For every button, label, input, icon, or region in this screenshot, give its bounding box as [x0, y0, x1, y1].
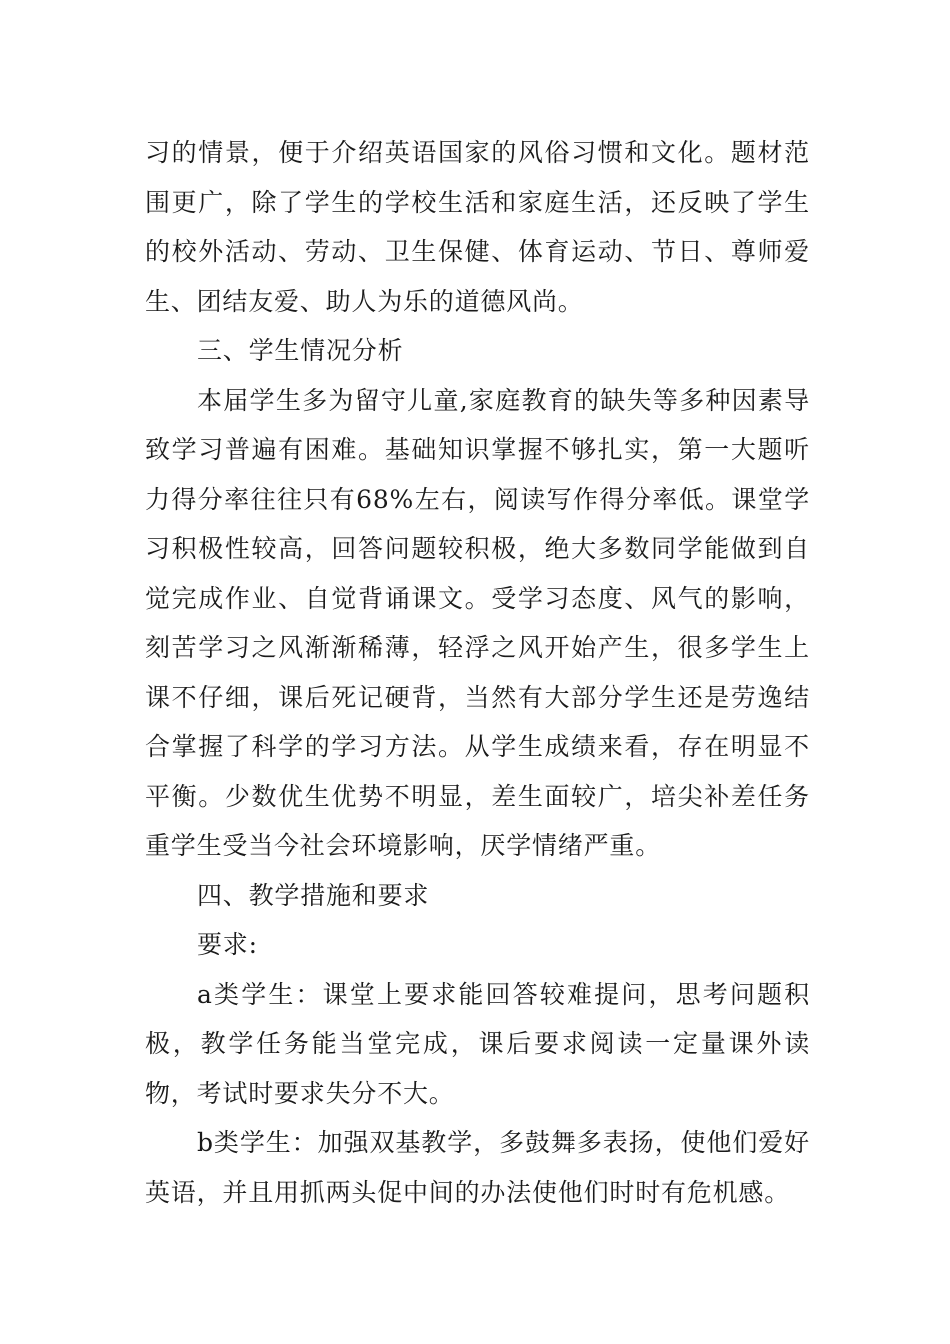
section-heading-student-analysis: 三、学生情况分析: [197, 336, 404, 365]
document-body: [145, 128, 810, 1217]
paragraph-class-b-students: b类学生：加强双基教学，多鼓舞多表扬，使他们爱好英语，并且用抓两头促中间的办法使他们时时有危机感。: [145, 1128, 810, 1207]
paragraph-student-analysis: 本届学生多为留守儿童,家庭教育的缺失等多种因素导致学习普遍有困难。基础知识掌握不够扎实，第一大题听力得分率往往只有68%左右，阅读写作得分率低。课堂学习积极性较高，回答问题较积极，绝大多数同学能做到自觉完成作业、自觉背诵课文。受学习态度、风气的影响，刻苦学习之风渐渐稀薄，轻浮之风开始产生，很多学生上课不仔细，课后死记硬背，当然有大部分学生还是劳逸结合掌握了科学的学习方法。从学生成绩来看，存在明显不平衡。少数优生优势不明显，差生面较广，培尖补差任务重学生受当今社会环境影响，厌学情绪严重。: [145, 385, 810, 860]
requirements-label: 要求:: [197, 930, 258, 959]
section-heading-teaching-measures: 四、教学措施和要求: [197, 880, 430, 910]
paragraph-class-a-students: a类学生：课堂上要求能回答较难提问，思考问题积极，教学任务能当堂完成，课后要求阅读一定量课外读物，考试时要求失分不大。: [145, 979, 810, 1108]
paragraph-continuation: 习的情景，便于介绍英语国家的风俗习惯和文化。题材范围更广，除了学生的学校生活和家庭生活，还反映了学生的校外活动、劳动、卫生保健、体育运动、节日、尊师爱生、团结友爱、助人为乐的道德风尚。: [145, 138, 810, 316]
